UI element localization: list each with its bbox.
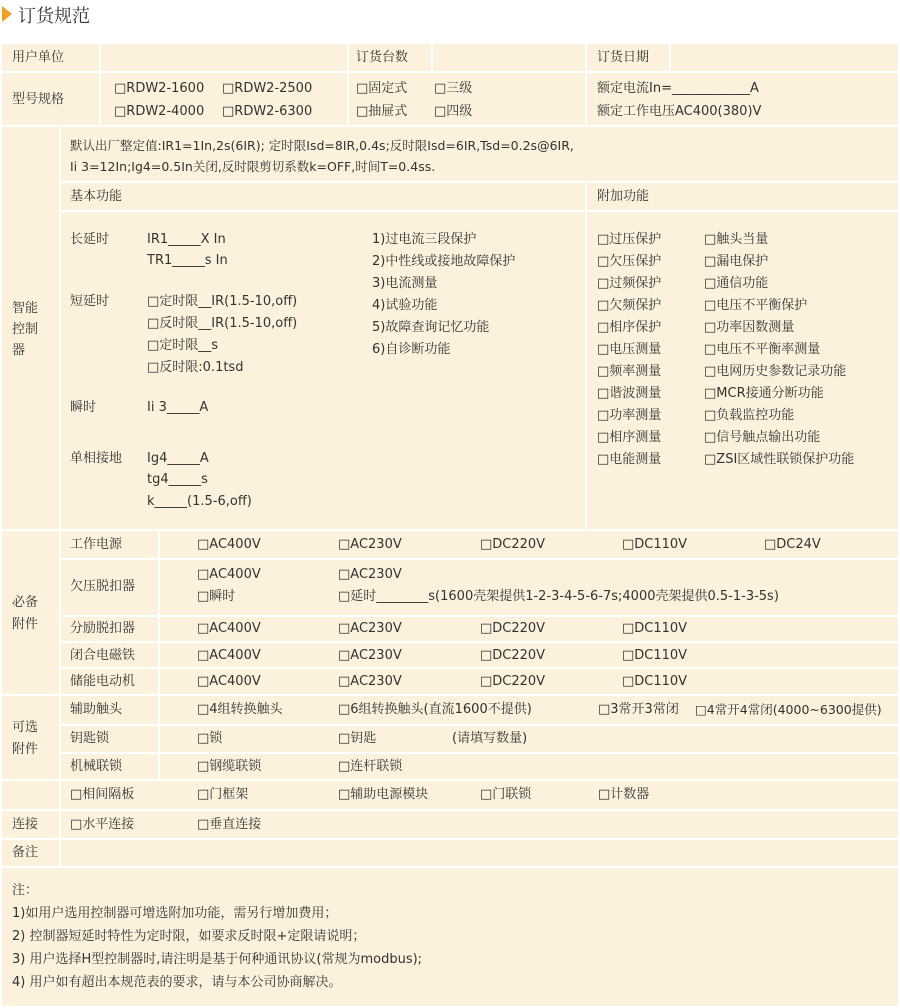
shunt-label: 分励脱扣器 [70,621,136,636]
extra-option[interactable]: □欠压保护 [597,254,662,269]
cell-mech-opts [160,754,898,779]
note-line: 2) 控制器短延时特性为定时限，如要求反时限+定限请说明； [12,929,366,944]
cell-required-label [2,531,59,694]
closing-option[interactable]: □AC230V [338,648,402,663]
note-line: 1)如用户选用控制器可增选附加功能，需另行增加费用； [12,906,338,921]
closing-option[interactable]: □AC400V [197,648,261,663]
model-label: 型号规格 [12,92,65,107]
power-option[interactable]: □AC230V [338,537,402,552]
extra-option[interactable]: □过频保护 [597,276,662,291]
closing-label: 闭合电磁铁 [70,648,136,663]
extra-option[interactable]: □通信功能 [704,276,769,291]
aux-option[interactable]: □3常开3常闭 [598,702,679,717]
power-option[interactable]: □DC220V [480,537,546,552]
controller-label: 智能 [12,301,39,316]
closing-option[interactable]: □DC110V [622,648,688,663]
motor-option[interactable]: □DC110V [622,674,688,689]
motor-label: 储能电动机 [70,674,136,689]
power-option[interactable]: □DC110V [622,537,688,552]
short-delay-option[interactable]: □反时限:0.1tsd [147,360,244,375]
controller-label: 控制 [12,322,39,337]
function-item: 4)试验功能 [372,298,438,313]
extra-option[interactable]: □过压保护 [597,232,662,247]
arrow-icon [2,6,12,22]
extra-option[interactable]: □MCR接通分断功能 [704,386,824,401]
required-label: 附件 [12,617,39,632]
mech-option[interactable]: □连杆联锁 [338,759,403,774]
note-line: 3) 用户选择H型控制器时,请注明是基于何种通讯协议(常规为modbus); [12,952,423,967]
uv-option[interactable]: □延时________s(1600壳架提供1-2-3-4-5-6-7s;4000壳架提供0.5-1-3-5s) [338,589,779,604]
notes-title: 注： [12,883,39,898]
cell-connect-opts [61,811,898,838]
install-option[interactable]: □抽屉式 [356,104,408,119]
cell-optional-label [2,696,59,779]
model-option[interactable]: □RDW2-4000 [114,104,205,119]
user-unit-label: 用户单位 [12,50,65,65]
cell-key-opts [160,726,898,752]
section-header [0,0,900,30]
rated-current: 额定电流In=____________A [597,81,759,96]
function-item: 6)自诊断功能 [372,342,451,357]
optional-label: 附件 [12,742,39,757]
model-option[interactable]: □RDW2-6300 [222,104,313,119]
power-option[interactable]: □DC24V [764,537,821,552]
extra-option[interactable]: □电网历史参数记录功能 [704,364,847,379]
remark-field[interactable] [61,840,898,866]
short-delay-label: 短延时 [70,294,110,309]
cell-basic-title [61,183,585,210]
user-unit-field[interactable] [101,44,347,71]
misc-option[interactable]: □辅助电源模块 [338,787,429,802]
extra-option[interactable]: □电压不平衡率测量 [704,342,821,357]
extra-option[interactable]: □信号触点输出功能 [704,430,821,445]
uv-option[interactable]: □AC230V [338,567,402,582]
aux-option[interactable]: □6组转换触头(直流1600不提供) [338,702,532,717]
extra-option[interactable]: □欠频保护 [597,298,662,313]
function-item: 1)过电流三段保护 [372,232,477,247]
extra-option[interactable]: □功率测量 [597,408,662,423]
instant-label: 瞬时 [70,400,97,415]
key-lock-label: 钥匙锁 [70,731,110,746]
extra-option[interactable]: □电能测量 [597,452,662,467]
required-label: 必备 [12,595,39,610]
extra-option[interactable]: □电压测量 [597,342,662,357]
order-date-label: 订货日期 [597,50,650,65]
extra-option[interactable]: □相序测量 [597,430,662,445]
model-option[interactable]: □RDW2-2500 [222,81,313,96]
extra-option[interactable]: □负载监控功能 [704,408,795,423]
aux-option[interactable]: □4组转换触头 [197,702,283,717]
shunt-option[interactable]: □DC220V [480,621,546,636]
order-date-field[interactable] [671,44,898,71]
power-option[interactable]: □AC400V [197,537,261,552]
connect-label: 连接 [12,817,39,832]
uv-option[interactable]: □瞬时 [197,589,236,604]
ground-label: 单相接地 [70,451,123,466]
short-delay-option[interactable]: □定时限__s [147,338,219,353]
extra-option[interactable]: □电压不平衡保护 [704,298,808,313]
long-delay-label: 长延时 [70,232,110,247]
remark-label: 备注 [12,845,39,860]
extra-option[interactable]: □触头当量 [704,232,769,247]
rated-voltage: 额定工作电压AC400(380)V [597,104,762,119]
short-delay-option[interactable]: □定时限__IR(1.5-10,off) [147,294,298,309]
short-delay-option[interactable]: □反时限__IR(1.5-10,off) [147,316,298,331]
motor-option[interactable]: □AC400V [197,674,261,689]
aux-option[interactable]: □4常开4常闭(4000~6300提供) [695,702,882,717]
connect-option[interactable]: □垂直连接 [197,817,262,832]
function-item: 5)故障查询记忆功能 [372,320,490,335]
ground-line: Ig4_____A [147,451,209,466]
controller-label: 器 [12,343,26,358]
shunt-option[interactable]: □DC110V [622,621,688,636]
poles-option[interactable]: □四级 [434,104,473,119]
cell-misc-label [2,781,59,809]
page-title: 订货规范 [18,6,90,27]
extra-option[interactable]: □功率因数测量 [704,320,795,335]
undervoltage-label: 欠压脱扣器 [70,579,136,594]
key-option[interactable]: □钥匙 [338,731,377,746]
order-qty-label: 订货台数 [356,50,409,65]
long-delay-line: TR1_____s In [147,253,228,268]
connect-option[interactable]: □水平连接 [70,817,135,832]
key-quantity-note: (请填写数量) [452,731,528,746]
install-option[interactable]: □固定式 [356,81,408,96]
extra-option[interactable]: □频率测量 [597,364,662,379]
closing-option[interactable]: □DC220V [480,648,546,663]
model-option[interactable]: □RDW2-1600 [114,81,205,96]
misc-option[interactable]: □门框架 [197,787,249,802]
uv-option[interactable]: □AC400V [197,567,261,582]
aux-label: 辅助触头 [70,702,123,717]
mech-option[interactable]: □钢缆联锁 [197,759,262,774]
defaults-line: 默认出厂整定值:IR1=1In,2s(6IR); 定时限Isd=8IR,0.4s;反时限Isd=6IR,Tsd=0.2s@6IR, [70,138,574,153]
poles-option[interactable]: □三级 [434,81,473,96]
long-delay-line: IR1_____X In [147,232,226,247]
optional-label: 可选 [12,720,39,735]
misc-option[interactable]: □门联锁 [480,787,532,802]
misc-option[interactable]: □计数器 [598,787,650,802]
shunt-option[interactable]: □AC400V [197,621,261,636]
basic-functions-title: 基本功能 [70,189,123,204]
function-item: 3)电流测量 [372,276,438,291]
ground-line: k_____(1.5-6,off) [147,494,252,509]
power-label: 工作电源 [70,537,123,552]
extra-option[interactable]: □ZSI区域性联锁保护功能 [704,452,855,467]
ground-line: tg4_____s [147,472,208,487]
extra-option[interactable]: □谐波测量 [597,386,662,401]
mech-interlock-label: 机械联锁 [70,759,123,774]
motor-option[interactable]: □DC220V [480,674,546,689]
order-qty-field[interactable] [433,44,585,71]
motor-option[interactable]: □AC230V [338,674,402,689]
note-line: 4) 用户如有超出本规范表的要求，请与本公司协商解决。 [12,975,342,990]
extra-option[interactable]: □漏电保护 [704,254,769,269]
function-item: 2)中性线或接地故障保护 [372,254,516,269]
misc-option[interactable]: □相间隔板 [70,787,135,802]
instant-line: Ii 3_____A [147,400,209,415]
key-option[interactable]: □锁 [197,731,223,746]
extra-option[interactable]: □相序保护 [597,320,662,335]
defaults-line: Ii 3=12In;Ig4=0.5In关闭,反时限剪切系数k=OFF,时间T=0.4ss. [70,159,436,174]
extra-functions-title: 附加功能 [597,189,650,204]
shunt-option[interactable]: □AC230V [338,621,402,636]
